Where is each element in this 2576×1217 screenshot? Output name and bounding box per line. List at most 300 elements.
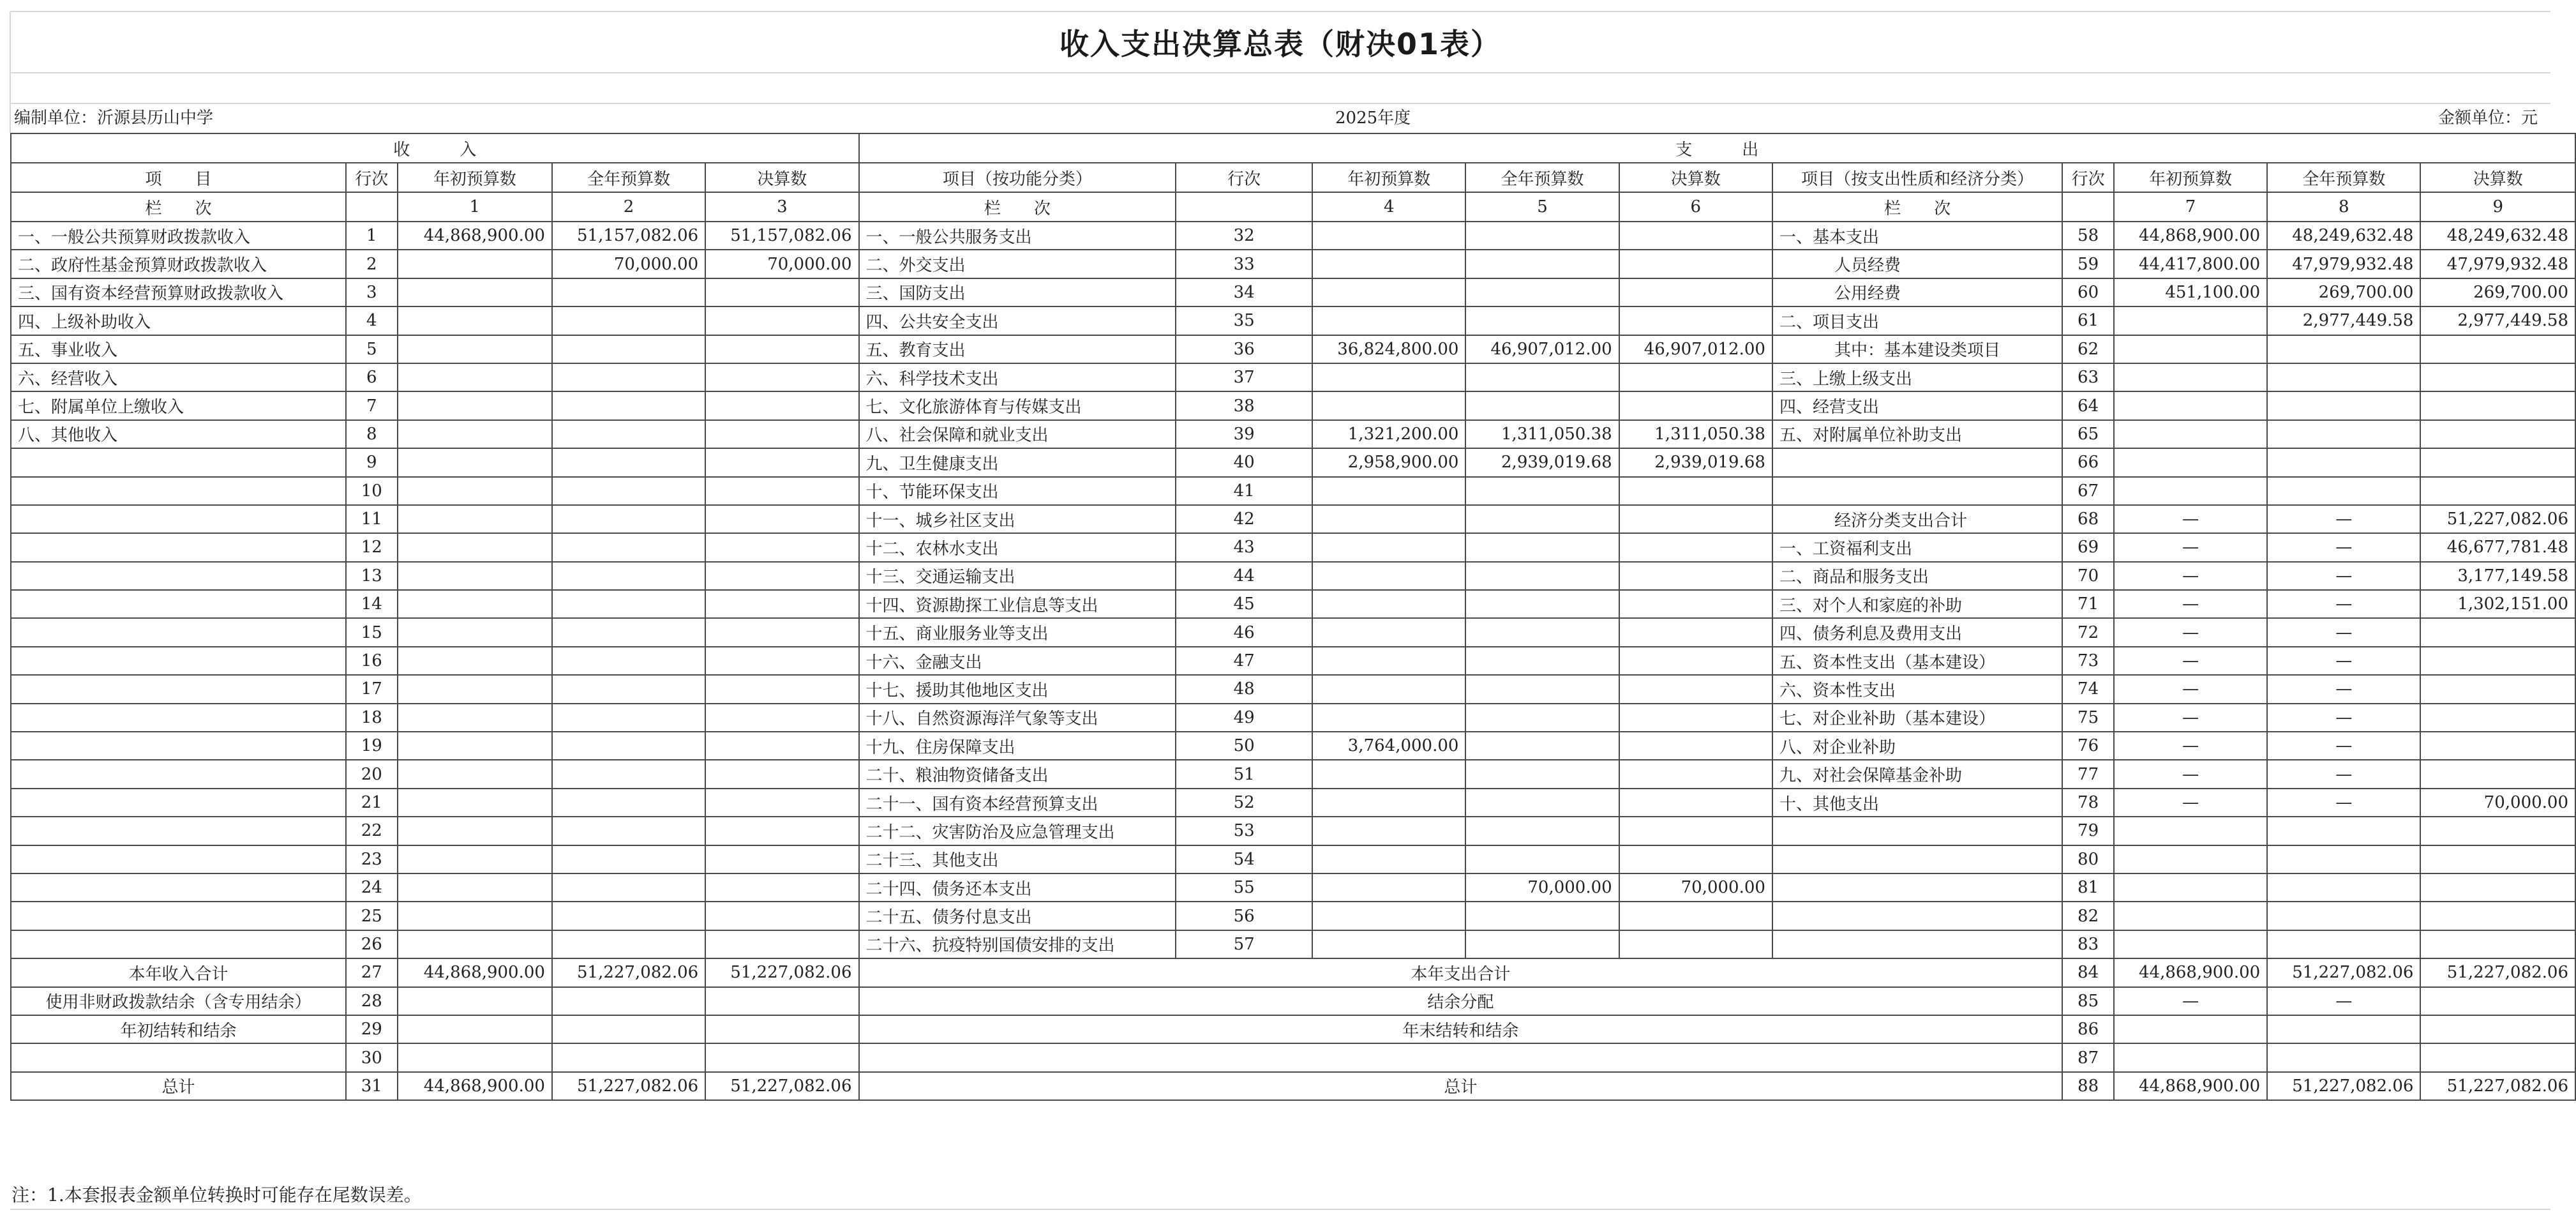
function-line-cell: 54 (1176, 845, 1312, 873)
income-full-budget-cell (552, 675, 705, 703)
function-final-cell (1619, 845, 1772, 873)
function-final-cell (1619, 477, 1772, 505)
income-line-cell: 14 (346, 590, 398, 618)
col-number: 5 (1465, 192, 1619, 222)
economic-line-cell: 61 (2062, 306, 2114, 335)
economic-line-cell: 69 (2062, 533, 2114, 561)
function-line-cell: 42 (1176, 505, 1312, 533)
income-item-cell (11, 533, 346, 561)
empty-cell (1176, 192, 1312, 222)
table-row (11, 732, 2575, 760)
economic-item-cell: 八、对企业补助 (1772, 732, 2062, 760)
economic-initial-budget-cell: — (2114, 562, 2267, 590)
summary-expense-final-cell (2420, 987, 2575, 1015)
income-item-cell (11, 562, 346, 590)
col-number: 7 (2114, 192, 2267, 222)
income-initial-budget-cell (398, 845, 552, 873)
economic-full-budget-cell: 269,700.00 (2267, 278, 2420, 306)
function-final-cell (1619, 789, 1772, 817)
summary-income-final-cell (705, 987, 858, 1015)
income-item-cell (11, 930, 346, 958)
economic-line-cell: 83 (2062, 930, 2114, 958)
income-item-cell (11, 590, 346, 618)
summary-row (11, 1015, 2575, 1043)
summary-income-item-cell: 使用非财政拨款结余（含专用结余） (11, 987, 346, 1015)
function-final-cell (1619, 590, 1772, 618)
summary-expense-full-budget-cell (2267, 1043, 2420, 1071)
function-initial-budget-cell (1312, 222, 1465, 250)
economic-line-cell: 59 (2062, 250, 2114, 278)
economic-line-cell: 76 (2062, 732, 2114, 760)
function-full-budget-cell (1465, 533, 1619, 561)
function-initial-budget-cell (1312, 590, 1465, 618)
function-full-budget-cell (1465, 760, 1619, 788)
income-item-cell: 八、其他收入 (11, 420, 346, 448)
function-final-cell (1619, 675, 1772, 703)
summary-expense-item-cell: 结余分配 (859, 987, 2063, 1015)
summary-expense-line-cell: 87 (2062, 1043, 2114, 1071)
function-final-cell (1619, 902, 1772, 930)
summary-expense-full-budget-cell: 51,227,082.06 (2267, 958, 2420, 986)
income-initial-budget-cell (398, 250, 552, 278)
function-line-cell: 32 (1176, 222, 1312, 250)
economic-initial-budget-cell (2114, 306, 2267, 335)
summary-row (11, 1043, 2575, 1071)
income-item-cell: 七、附属单位上缴收入 (11, 391, 346, 420)
income-full-budget-cell: 51,157,082.06 (552, 222, 705, 250)
income-item-cell (11, 704, 346, 732)
function-full-budget-cell (1465, 562, 1619, 590)
function-full-budget-cell (1465, 222, 1619, 250)
income-item-cell (11, 477, 346, 505)
table-row (11, 335, 2575, 363)
economic-line-cell: 78 (2062, 789, 2114, 817)
function-final-cell (1619, 533, 1772, 561)
summary-income-line-cell: 27 (346, 958, 398, 986)
income-full-budget-cell (552, 902, 705, 930)
table-row (11, 704, 2575, 732)
economic-initial-budget-cell: 44,417,800.00 (2114, 250, 2267, 278)
income-full-budget-cell (552, 845, 705, 873)
economic-item-cell: 三、对个人和家庭的补助 (1772, 590, 2062, 618)
income-item-cell (11, 845, 346, 873)
income-final-cell (705, 562, 858, 590)
function-final-cell (1619, 930, 1772, 958)
summary-expense-line-cell: 84 (2062, 958, 2114, 986)
income-full-budget-cell (552, 448, 705, 476)
income-full-budget-cell (552, 590, 705, 618)
economic-item-cell: 三、上缴上级支出 (1772, 363, 2062, 391)
function-final-cell (1619, 732, 1772, 760)
income-initial-budget-cell (398, 420, 552, 448)
summary-expense-initial-budget-cell (2114, 1015, 2267, 1043)
function-initial-budget-cell (1312, 817, 1465, 845)
col-number: 6 (1619, 192, 1772, 222)
income-final-cell (705, 647, 858, 675)
summary-income-item-cell: 本年收入合计 (11, 958, 346, 986)
function-full-budget-cell: 1,311,050.38 (1465, 420, 1619, 448)
col-number: 4 (1312, 192, 1465, 222)
economic-line-cell: 60 (2062, 278, 2114, 306)
function-item-cell: 十八、自然资源海洋气象等支出 (859, 704, 1176, 732)
function-line-cell: 35 (1176, 306, 1312, 335)
income-line-cell: 23 (346, 845, 398, 873)
economic-item-cell: 公用经费 (1772, 278, 2062, 306)
income-final-cell (705, 363, 858, 391)
income-line-cell: 4 (346, 306, 398, 335)
function-initial-budget-cell (1312, 533, 1465, 561)
economic-initial-budget-cell (2114, 335, 2267, 363)
table-row (11, 448, 2575, 476)
income-final-cell: 70,000.00 (705, 250, 858, 278)
expense-group-header: 支 出 (859, 133, 2575, 163)
function-initial-budget-cell: 3,764,000.00 (1312, 732, 1465, 760)
income-initial-budget-cell (398, 760, 552, 788)
income-line-cell: 7 (346, 391, 398, 420)
economic-item-cell: 十、其他支出 (1772, 789, 2062, 817)
income-final-cell (705, 704, 858, 732)
col-header-item: 项 目 (11, 163, 346, 192)
summary-row (11, 958, 2575, 986)
function-full-budget-cell (1465, 789, 1619, 817)
income-initial-budget-cell (398, 448, 552, 476)
economic-item-cell: 四、经营支出 (1772, 391, 2062, 420)
income-initial-budget-cell (398, 505, 552, 533)
function-final-cell (1619, 306, 1772, 335)
fiscal-year: 2025年度 (1335, 109, 1411, 128)
function-final-cell (1619, 278, 1772, 306)
function-line-cell: 41 (1176, 477, 1312, 505)
economic-full-budget-cell: 47,979,932.48 (2267, 250, 2420, 278)
economic-final-cell (2420, 760, 2575, 788)
table-row (11, 420, 2575, 448)
function-final-cell: 1,311,050.38 (1619, 420, 1772, 448)
function-initial-budget-cell (1312, 477, 1465, 505)
summary-income-item-cell (11, 1043, 346, 1071)
function-item-cell: 十六、金融支出 (859, 647, 1176, 675)
economic-initial-budget-cell: — (2114, 505, 2267, 533)
function-initial-budget-cell: 36,824,800.00 (1312, 335, 1465, 363)
economic-final-cell (2420, 675, 2575, 703)
economic-initial-budget-cell (2114, 902, 2267, 930)
economic-full-budget-cell (2267, 902, 2420, 930)
economic-initial-budget-cell: 451,100.00 (2114, 278, 2267, 306)
income-line-cell: 15 (346, 618, 398, 646)
economic-final-cell (2420, 391, 2575, 420)
table-row (11, 562, 2575, 590)
function-line-cell: 50 (1176, 732, 1312, 760)
economic-full-budget-cell: — (2267, 590, 2420, 618)
economic-full-budget-cell: — (2267, 618, 2420, 646)
income-initial-budget-cell (398, 902, 552, 930)
economic-final-cell (2420, 363, 2575, 391)
income-item-cell: 三、国有资本经营预算财政拨款收入 (11, 278, 346, 306)
income-item-cell (11, 647, 346, 675)
economic-final-cell: 1,302,151.00 (2420, 590, 2575, 618)
income-line-cell: 9 (346, 448, 398, 476)
economic-line-cell: 70 (2062, 562, 2114, 590)
income-item-cell: 一、一般公共预算财政拨款收入 (11, 222, 346, 250)
economic-full-budget-cell (2267, 420, 2420, 448)
function-item-cell: 二十六、抗疫特别国债安排的支出 (859, 930, 1176, 958)
function-full-budget-cell (1465, 817, 1619, 845)
income-full-budget-cell (552, 278, 705, 306)
summary-expense-line-cell: 86 (2062, 1015, 2114, 1043)
summary-income-full-budget-cell (552, 987, 705, 1015)
economic-final-cell (2420, 420, 2575, 448)
function-full-budget-cell (1465, 391, 1619, 420)
income-line-cell: 1 (346, 222, 398, 250)
income-initial-budget-cell (398, 789, 552, 817)
table-row (11, 477, 2575, 505)
income-final-cell (705, 477, 858, 505)
economic-full-budget-cell: — (2267, 704, 2420, 732)
income-final-cell (705, 278, 858, 306)
economic-item-cell: 二、商品和服务支出 (1772, 562, 2062, 590)
function-initial-budget-cell (1312, 306, 1465, 335)
col-header-final: 决算数 (1619, 163, 1772, 192)
col-number: 3 (705, 192, 858, 222)
income-line-cell: 3 (346, 278, 398, 306)
function-initial-budget-cell (1312, 845, 1465, 873)
economic-line-cell: 65 (2062, 420, 2114, 448)
table-row (11, 845, 2575, 873)
economic-full-budget-cell (2267, 391, 2420, 420)
summary-income-initial-budget-cell: 44,868,900.00 (398, 1072, 552, 1100)
table-row (11, 533, 2575, 561)
economic-final-cell (2420, 845, 2575, 873)
function-line-cell: 52 (1176, 789, 1312, 817)
income-line-cell: 20 (346, 760, 398, 788)
income-full-budget-cell: 70,000.00 (552, 250, 705, 278)
summary-income-line-cell: 28 (346, 987, 398, 1015)
economic-item-cell (1772, 477, 2062, 505)
income-final-cell (705, 760, 858, 788)
summary-expense-line-cell: 88 (2062, 1072, 2114, 1100)
economic-line-cell: 71 (2062, 590, 2114, 618)
empty-cell (346, 192, 398, 222)
economic-final-cell: 3,177,149.58 (2420, 562, 2575, 590)
economic-line-cell: 66 (2062, 448, 2114, 476)
function-full-budget-cell (1465, 477, 1619, 505)
function-final-cell (1619, 704, 1772, 732)
income-initial-budget-cell (398, 533, 552, 561)
income-item-cell: 五、事业收入 (11, 335, 346, 363)
function-line-cell: 49 (1176, 704, 1312, 732)
summary-row (11, 1072, 2575, 1100)
function-full-budget-cell (1465, 902, 1619, 930)
row-label-cell: 栏 次 (11, 192, 346, 222)
economic-final-cell (2420, 618, 2575, 646)
reporting-unit: 编制单位：沂源县历山中学 (14, 109, 214, 128)
summary-income-line-cell: 29 (346, 1015, 398, 1043)
function-full-budget-cell (1465, 250, 1619, 278)
function-line-cell: 56 (1176, 902, 1312, 930)
function-item-cell: 一、一般公共服务支出 (859, 222, 1176, 250)
economic-line-cell: 77 (2062, 760, 2114, 788)
income-item-cell (11, 817, 346, 845)
function-item-cell: 二十四、债务还本支出 (859, 873, 1176, 902)
income-final-cell (705, 873, 858, 902)
economic-item-cell: 五、资本性支出（基本建设） (1772, 647, 2062, 675)
income-line-cell: 17 (346, 675, 398, 703)
summary-income-full-budget-cell: 51,227,082.06 (552, 1072, 705, 1100)
economic-initial-budget-cell: — (2114, 590, 2267, 618)
economic-line-cell: 68 (2062, 505, 2114, 533)
function-item-cell: 十七、援助其他地区支出 (859, 675, 1176, 703)
income-line-cell: 19 (346, 732, 398, 760)
summary-income-final-cell: 51,227,082.06 (705, 958, 858, 986)
income-group-header: 收 入 (11, 133, 859, 163)
function-line-cell: 33 (1176, 250, 1312, 278)
economic-item-cell: 四、债务利息及费用支出 (1772, 618, 2062, 646)
income-initial-budget-cell (398, 306, 552, 335)
income-initial-budget-cell (398, 647, 552, 675)
economic-initial-budget-cell (2114, 477, 2267, 505)
table-row (11, 278, 2575, 306)
function-item-cell: 二、外交支出 (859, 250, 1176, 278)
economic-item-cell (1772, 817, 2062, 845)
function-initial-budget-cell (1312, 902, 1465, 930)
col-header-func-item: 项目（按功能分类） (859, 163, 1176, 192)
function-final-cell (1619, 562, 1772, 590)
summary-expense-item-cell: 本年支出合计 (859, 958, 2063, 986)
economic-line-cell: 72 (2062, 618, 2114, 646)
function-final-cell: 70,000.00 (1619, 873, 1772, 902)
summary-income-initial-budget-cell (398, 987, 552, 1015)
function-line-cell: 39 (1176, 420, 1312, 448)
income-line-cell: 2 (346, 250, 398, 278)
income-line-cell: 24 (346, 873, 398, 902)
function-final-cell (1619, 250, 1772, 278)
summary-expense-final-cell (2420, 1043, 2575, 1071)
function-initial-budget-cell (1312, 873, 1465, 902)
income-full-budget-cell (552, 306, 705, 335)
function-final-cell (1619, 222, 1772, 250)
economic-full-budget-cell: 2,977,449.58 (2267, 306, 2420, 335)
economic-final-cell: 48,249,632.48 (2420, 222, 2575, 250)
economic-full-budget-cell: — (2267, 760, 2420, 788)
economic-initial-budget-cell (2114, 420, 2267, 448)
income-item-cell (11, 873, 346, 902)
income-item-cell (11, 732, 346, 760)
function-full-budget-cell (1465, 505, 1619, 533)
income-expense-table (10, 133, 2576, 1101)
function-initial-budget-cell (1312, 391, 1465, 420)
economic-line-cell: 67 (2062, 477, 2114, 505)
col-header-econ-item: 项目（按支出性质和经济分类） (1772, 163, 2062, 192)
economic-full-budget-cell: — (2267, 647, 2420, 675)
income-final-cell (705, 420, 858, 448)
income-final-cell (705, 505, 858, 533)
function-initial-budget-cell (1312, 363, 1465, 391)
report-title: 收入支出决算总表（财决01表） (1059, 27, 1501, 61)
economic-final-cell (2420, 477, 2575, 505)
summary-income-final-cell (705, 1043, 858, 1071)
summary-expense-initial-budget-cell: 44,868,900.00 (2114, 1072, 2267, 1100)
income-full-budget-cell (552, 789, 705, 817)
table-row (11, 391, 2575, 420)
economic-initial-budget-cell (2114, 448, 2267, 476)
income-initial-budget-cell (398, 590, 552, 618)
income-initial-budget-cell: 44,868,900.00 (398, 222, 552, 250)
col-number: 9 (2420, 192, 2575, 222)
income-final-cell (705, 533, 858, 561)
economic-final-cell: 47,979,932.48 (2420, 250, 2575, 278)
function-item-cell: 六、科学技术支出 (859, 363, 1176, 391)
economic-item-cell: 六、资本性支出 (1772, 675, 2062, 703)
summary-income-full-budget-cell (552, 1043, 705, 1071)
function-item-cell: 五、教育支出 (859, 335, 1176, 363)
summary-expense-item-cell: 总计 (859, 1072, 2063, 1100)
summary-expense-initial-budget-cell: 44,868,900.00 (2114, 958, 2267, 986)
economic-line-cell: 62 (2062, 335, 2114, 363)
economic-full-budget-cell: — (2267, 533, 2420, 561)
function-line-cell: 48 (1176, 675, 1312, 703)
economic-initial-budget-cell: — (2114, 675, 2267, 703)
function-full-budget-cell (1465, 590, 1619, 618)
income-final-cell (705, 902, 858, 930)
economic-full-budget-cell (2267, 873, 2420, 902)
economic-final-cell (2420, 448, 2575, 476)
income-item-cell: 六、经营收入 (11, 363, 346, 391)
income-full-budget-cell (552, 533, 705, 561)
economic-initial-budget-cell: — (2114, 789, 2267, 817)
income-final-cell (705, 845, 858, 873)
income-line-cell: 5 (346, 335, 398, 363)
function-item-cell: 十二、农林水支出 (859, 533, 1176, 561)
income-line-cell: 26 (346, 930, 398, 958)
income-item-cell (11, 448, 346, 476)
col-header-final: 决算数 (2420, 163, 2575, 192)
summary-expense-final-cell (2420, 1015, 2575, 1043)
economic-item-cell: 一、工资福利支出 (1772, 533, 2062, 561)
table-row (11, 250, 2575, 278)
economic-full-budget-cell: 48,249,632.48 (2267, 222, 2420, 250)
economic-item-cell: 七、对企业补助（基本建设） (1772, 704, 2062, 732)
function-item-cell: 二十、粮油物资储备支出 (859, 760, 1176, 788)
col-header-full-budget: 全年预算数 (552, 163, 705, 192)
economic-full-budget-cell (2267, 335, 2420, 363)
income-full-budget-cell (552, 363, 705, 391)
summary-expense-final-cell: 51,227,082.06 (2420, 1072, 2575, 1100)
economic-item-cell: 经济分类支出合计 (1772, 505, 2062, 533)
income-initial-budget-cell (398, 363, 552, 391)
economic-initial-budget-cell (2114, 391, 2267, 420)
function-initial-budget-cell (1312, 505, 1465, 533)
income-full-budget-cell (552, 562, 705, 590)
summary-income-item-cell: 年初结转和结余 (11, 1015, 346, 1043)
function-line-cell: 44 (1176, 562, 1312, 590)
income-initial-budget-cell (398, 562, 552, 590)
col-number: 1 (398, 192, 552, 222)
empty-cell (2062, 192, 2114, 222)
income-final-cell (705, 675, 858, 703)
function-line-cell: 37 (1176, 363, 1312, 391)
function-item-cell: 二十二、灾害防治及应急管理支出 (859, 817, 1176, 845)
economic-full-budget-cell (2267, 477, 2420, 505)
function-full-budget-cell (1465, 732, 1619, 760)
function-item-cell: 九、卫生健康支出 (859, 448, 1176, 476)
summary-expense-full-budget-cell (2267, 1015, 2420, 1043)
table-row (11, 902, 2575, 930)
economic-item-cell: 人员经费 (1772, 250, 2062, 278)
summary-expense-full-budget-cell: 51,227,082.06 (2267, 1072, 2420, 1100)
economic-final-cell (2420, 873, 2575, 902)
function-item-cell: 二十一、国有资本经营预算支出 (859, 789, 1176, 817)
function-final-cell (1619, 817, 1772, 845)
income-final-cell (705, 306, 858, 335)
